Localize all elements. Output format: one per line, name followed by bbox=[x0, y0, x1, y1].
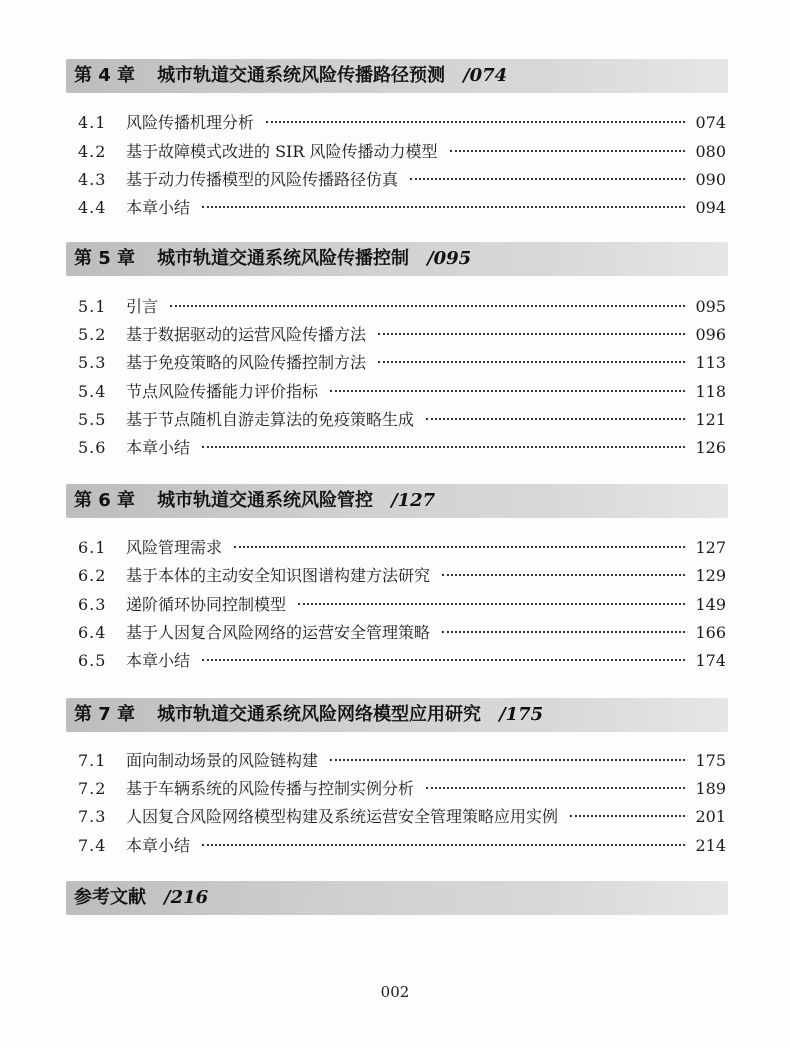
section-number: 4.1 bbox=[78, 113, 107, 132]
dot-leader bbox=[202, 206, 685, 208]
toc-entry[interactable] bbox=[78, 564, 726, 588]
dot-leader bbox=[378, 361, 685, 363]
toc-entry[interactable] bbox=[78, 380, 726, 404]
chapter-page: /095 bbox=[427, 248, 472, 269]
dot-leader bbox=[298, 603, 685, 605]
dot-leader bbox=[450, 150, 686, 152]
dot-leader bbox=[410, 178, 685, 180]
section-title: 面向制动场景的风险链构建 bbox=[126, 751, 319, 770]
toc-entry[interactable] bbox=[78, 649, 726, 673]
toc-entry[interactable] bbox=[78, 749, 726, 773]
section-page: 214 bbox=[695, 836, 726, 855]
section-page: 096 bbox=[695, 325, 726, 344]
section-page: 127 bbox=[695, 538, 726, 557]
section-page: 118 bbox=[695, 382, 726, 401]
dot-leader bbox=[570, 815, 685, 817]
section-title: 基于免疫策略的风险传播控制方法 bbox=[126, 353, 367, 372]
chapter-page: /074 bbox=[463, 65, 508, 86]
dot-leader bbox=[202, 446, 685, 448]
chapter-number: 第 5 章 bbox=[74, 248, 136, 269]
section-page: 095 bbox=[695, 297, 726, 316]
chapter-title: 城市轨道交通系统风险网络模型应用研究 bbox=[157, 704, 482, 725]
section-number: 5.2 bbox=[78, 325, 107, 344]
toc-entry[interactable] bbox=[78, 777, 726, 801]
section-number: 7.1 bbox=[78, 751, 107, 770]
section-title: 本章小结 bbox=[126, 651, 191, 670]
section-number: 5.1 bbox=[78, 297, 107, 316]
section-number: 7.2 bbox=[78, 779, 107, 798]
section-title: 递阶循环协同控制模型 bbox=[126, 595, 287, 614]
references-header bbox=[66, 881, 728, 915]
dot-leader bbox=[170, 305, 685, 307]
dot-leader bbox=[330, 759, 685, 761]
toc-entry[interactable] bbox=[78, 295, 726, 319]
section-number: 4.3 bbox=[78, 170, 107, 189]
chapter-title: 城市轨道交通系统风险传播控制 bbox=[157, 248, 410, 269]
section-page: 094 bbox=[695, 198, 726, 217]
section-page: 175 bbox=[695, 751, 726, 770]
section-title: 本章小结 bbox=[126, 198, 191, 217]
toc-entry[interactable] bbox=[78, 351, 726, 375]
section-number: 5.5 bbox=[78, 410, 107, 429]
section-number: 4.4 bbox=[78, 198, 107, 217]
toc-entry[interactable] bbox=[78, 593, 726, 617]
toc-entry[interactable] bbox=[78, 408, 726, 432]
chapter-number: 第 7 章 bbox=[74, 704, 136, 725]
section-page: 149 bbox=[695, 595, 726, 614]
section-page: 090 bbox=[695, 170, 726, 189]
section-number: 6.1 bbox=[78, 538, 107, 557]
section-page: 121 bbox=[695, 410, 726, 429]
toc-entry[interactable] bbox=[78, 196, 726, 220]
section-number: 7.3 bbox=[78, 807, 107, 826]
section-number: 7.4 bbox=[78, 836, 107, 855]
section-page: 080 bbox=[695, 142, 726, 161]
chapter-header bbox=[66, 698, 728, 732]
chapter-header bbox=[66, 59, 728, 93]
toc-entry[interactable] bbox=[78, 111, 726, 135]
section-number: 6.2 bbox=[78, 566, 107, 585]
toc-entry[interactable] bbox=[78, 834, 726, 858]
section-title: 风险传播机理分析 bbox=[126, 113, 255, 132]
section-title: 基于人因复合风险网络的运营安全管理策略 bbox=[126, 623, 431, 642]
section-number: 6.3 bbox=[78, 595, 107, 614]
toc-entry[interactable] bbox=[78, 536, 726, 560]
section-title: 引言 bbox=[126, 297, 159, 316]
section-page: 074 bbox=[695, 113, 726, 132]
section-number: 5.3 bbox=[78, 353, 107, 372]
toc-entry[interactable] bbox=[78, 621, 726, 645]
section-page: 129 bbox=[695, 566, 726, 585]
section-page: 113 bbox=[695, 353, 726, 372]
section-page: 189 bbox=[695, 779, 726, 798]
chapter-page: /127 bbox=[391, 490, 436, 511]
dot-leader bbox=[442, 574, 685, 576]
dot-leader bbox=[234, 546, 685, 548]
section-title: 基于本体的主动安全知识图谱构建方法研究 bbox=[126, 566, 431, 585]
section-title: 本章小结 bbox=[126, 836, 191, 855]
section-title: 基于动力传播模型的风险传播路径仿真 bbox=[126, 170, 399, 189]
references-page: /216 bbox=[164, 887, 209, 908]
dot-leader bbox=[426, 787, 685, 789]
section-title: 风险管理需求 bbox=[126, 538, 223, 557]
toc-entry[interactable] bbox=[78, 140, 726, 164]
chapter-number: 第 4 章 bbox=[74, 65, 136, 86]
section-title: 基于车辆系统的风险传播与控制实例分析 bbox=[126, 779, 415, 798]
toc-entry[interactable] bbox=[78, 168, 726, 192]
chapter-title: 城市轨道交通系统风险管控 bbox=[157, 490, 374, 511]
dot-leader bbox=[426, 418, 685, 420]
chapter-title: 城市轨道交通系统风险传播路径预测 bbox=[157, 65, 446, 86]
section-number: 5.6 bbox=[78, 438, 107, 457]
toc-entry[interactable] bbox=[78, 323, 726, 347]
section-title: 人因复合风险网络模型构建及系统运营安全管理策略应用实例 bbox=[126, 807, 559, 826]
section-title: 基于节点随机自游走算法的免疫策略生成 bbox=[126, 410, 415, 429]
section-page: 174 bbox=[695, 651, 726, 670]
chapter-header bbox=[66, 484, 728, 518]
section-number: 6.4 bbox=[78, 623, 107, 642]
dot-leader bbox=[330, 390, 685, 392]
references-title: 参考文献 bbox=[74, 887, 146, 908]
section-number: 6.5 bbox=[78, 651, 107, 670]
toc-entry[interactable] bbox=[78, 805, 726, 829]
section-page: 126 bbox=[695, 438, 726, 457]
section-page: 166 bbox=[695, 623, 726, 642]
page-number: 002 bbox=[380, 983, 410, 1001]
section-title: 基于数据驱动的运营风险传播方法 bbox=[126, 325, 367, 344]
chapter-number: 第 6 章 bbox=[74, 490, 136, 511]
dot-leader bbox=[202, 844, 685, 846]
chapter-page: /175 bbox=[499, 704, 544, 725]
section-title: 节点风险传播能力评价指标 bbox=[126, 382, 319, 401]
dot-leader bbox=[202, 659, 685, 661]
dot-leader bbox=[378, 333, 685, 335]
section-title: 本章小结 bbox=[126, 438, 191, 457]
section-number: 4.2 bbox=[78, 142, 107, 161]
section-title: 基于故障模式改进的 SIR 风险传播动力模型 bbox=[126, 142, 438, 161]
dot-leader bbox=[442, 631, 685, 633]
section-page: 201 bbox=[695, 807, 726, 826]
dot-leader bbox=[266, 121, 685, 123]
toc-entry[interactable] bbox=[78, 436, 726, 460]
chapter-header bbox=[66, 242, 728, 276]
section-number: 5.4 bbox=[78, 382, 107, 401]
